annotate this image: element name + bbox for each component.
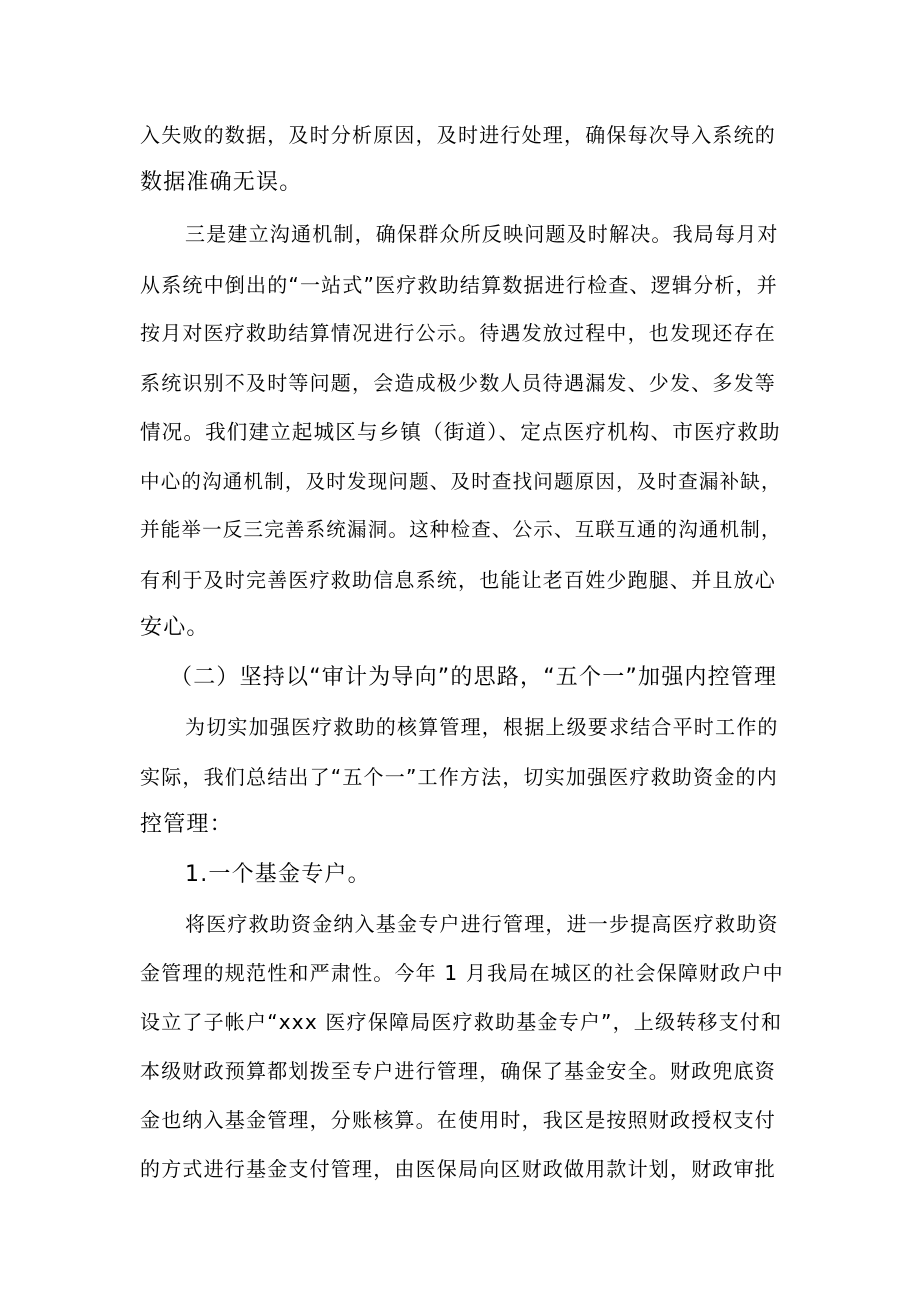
paragraph-line: 安心。 <box>140 615 210 640</box>
paragraph-line: 并能举一反三完善系统漏洞。这种检查、公示、互联互通的沟通机制， <box>140 518 782 541</box>
paragraph-line: 的方式进行基金支付管理，由医保局向区财政做用款计划，财政审批 <box>140 1157 776 1181</box>
paragraph-line: 金也纳入基金管理，分账核算。在使用时，我区是按照财政授权支付 <box>140 1108 776 1132</box>
paragraph-line: 从系统中倒出的“一站式”医疗救助结算数据进行检查、逻辑分析，并 <box>140 273 778 297</box>
paragraph-line: 控管理： <box>140 812 233 837</box>
section-heading: （二）坚持以“审计为导向”的思路，“五个一”加强内控管理 <box>170 665 778 690</box>
paragraph-line: 金管理的规范性和严肃性。今年 1 月我局在城区的社会保障财政户中 <box>140 961 784 985</box>
paragraph-line: 三是建立沟通机制，确保群众所反映问题及时解决。我局每月对 <box>185 222 779 246</box>
paragraph-line: 情况。我们建立起城区与乡镇（街道）、定点医疗机构、市医疗救助 <box>140 420 781 444</box>
paragraph-line: 数据准确无误。 <box>140 170 303 195</box>
paragraph-line: 有利于及时完善医疗救助信息系统，也能让老百姓少跑腿、并且放心 <box>140 568 776 592</box>
paragraph-line: 本级财政预算都划拨至专户进行管理，确保了基金安全。财政兜底资 <box>140 1059 776 1083</box>
list-item-title: 1.一个基金专户。 <box>185 862 371 887</box>
paragraph-line: 将医疗救助资金纳入基金专户进行管理，进一步提高医疗救助资 <box>185 912 779 936</box>
paragraph-line: 实际，我们总结出了“五个一”工作方法，切实加强医疗救助资金的内 <box>140 765 778 789</box>
paragraph-line: 入失败的数据，及时分析原因，及时进行处理，确保每次导入系统的 <box>140 123 776 147</box>
paragraph-line: 为切实加强医疗救助的核算管理，根据上级要求结合平时工作的 <box>185 715 779 739</box>
paragraph-line: 系统识别不及时等问题，会造成极少数人员待遇漏发、少发、多发等 <box>140 371 776 395</box>
paragraph-line: 中心的沟通机制，及时发现问题、及时查找问题原因，及时查漏补缺， <box>140 470 782 493</box>
paragraph-line: 设立了子帐户“xxx 医疗保障局医疗救助基金专户”，上级转移支付和 <box>140 1010 783 1034</box>
paragraph-line: 按月对医疗救助结算情况进行公示。待遇发放过程中，也发现还存在 <box>140 321 776 345</box>
